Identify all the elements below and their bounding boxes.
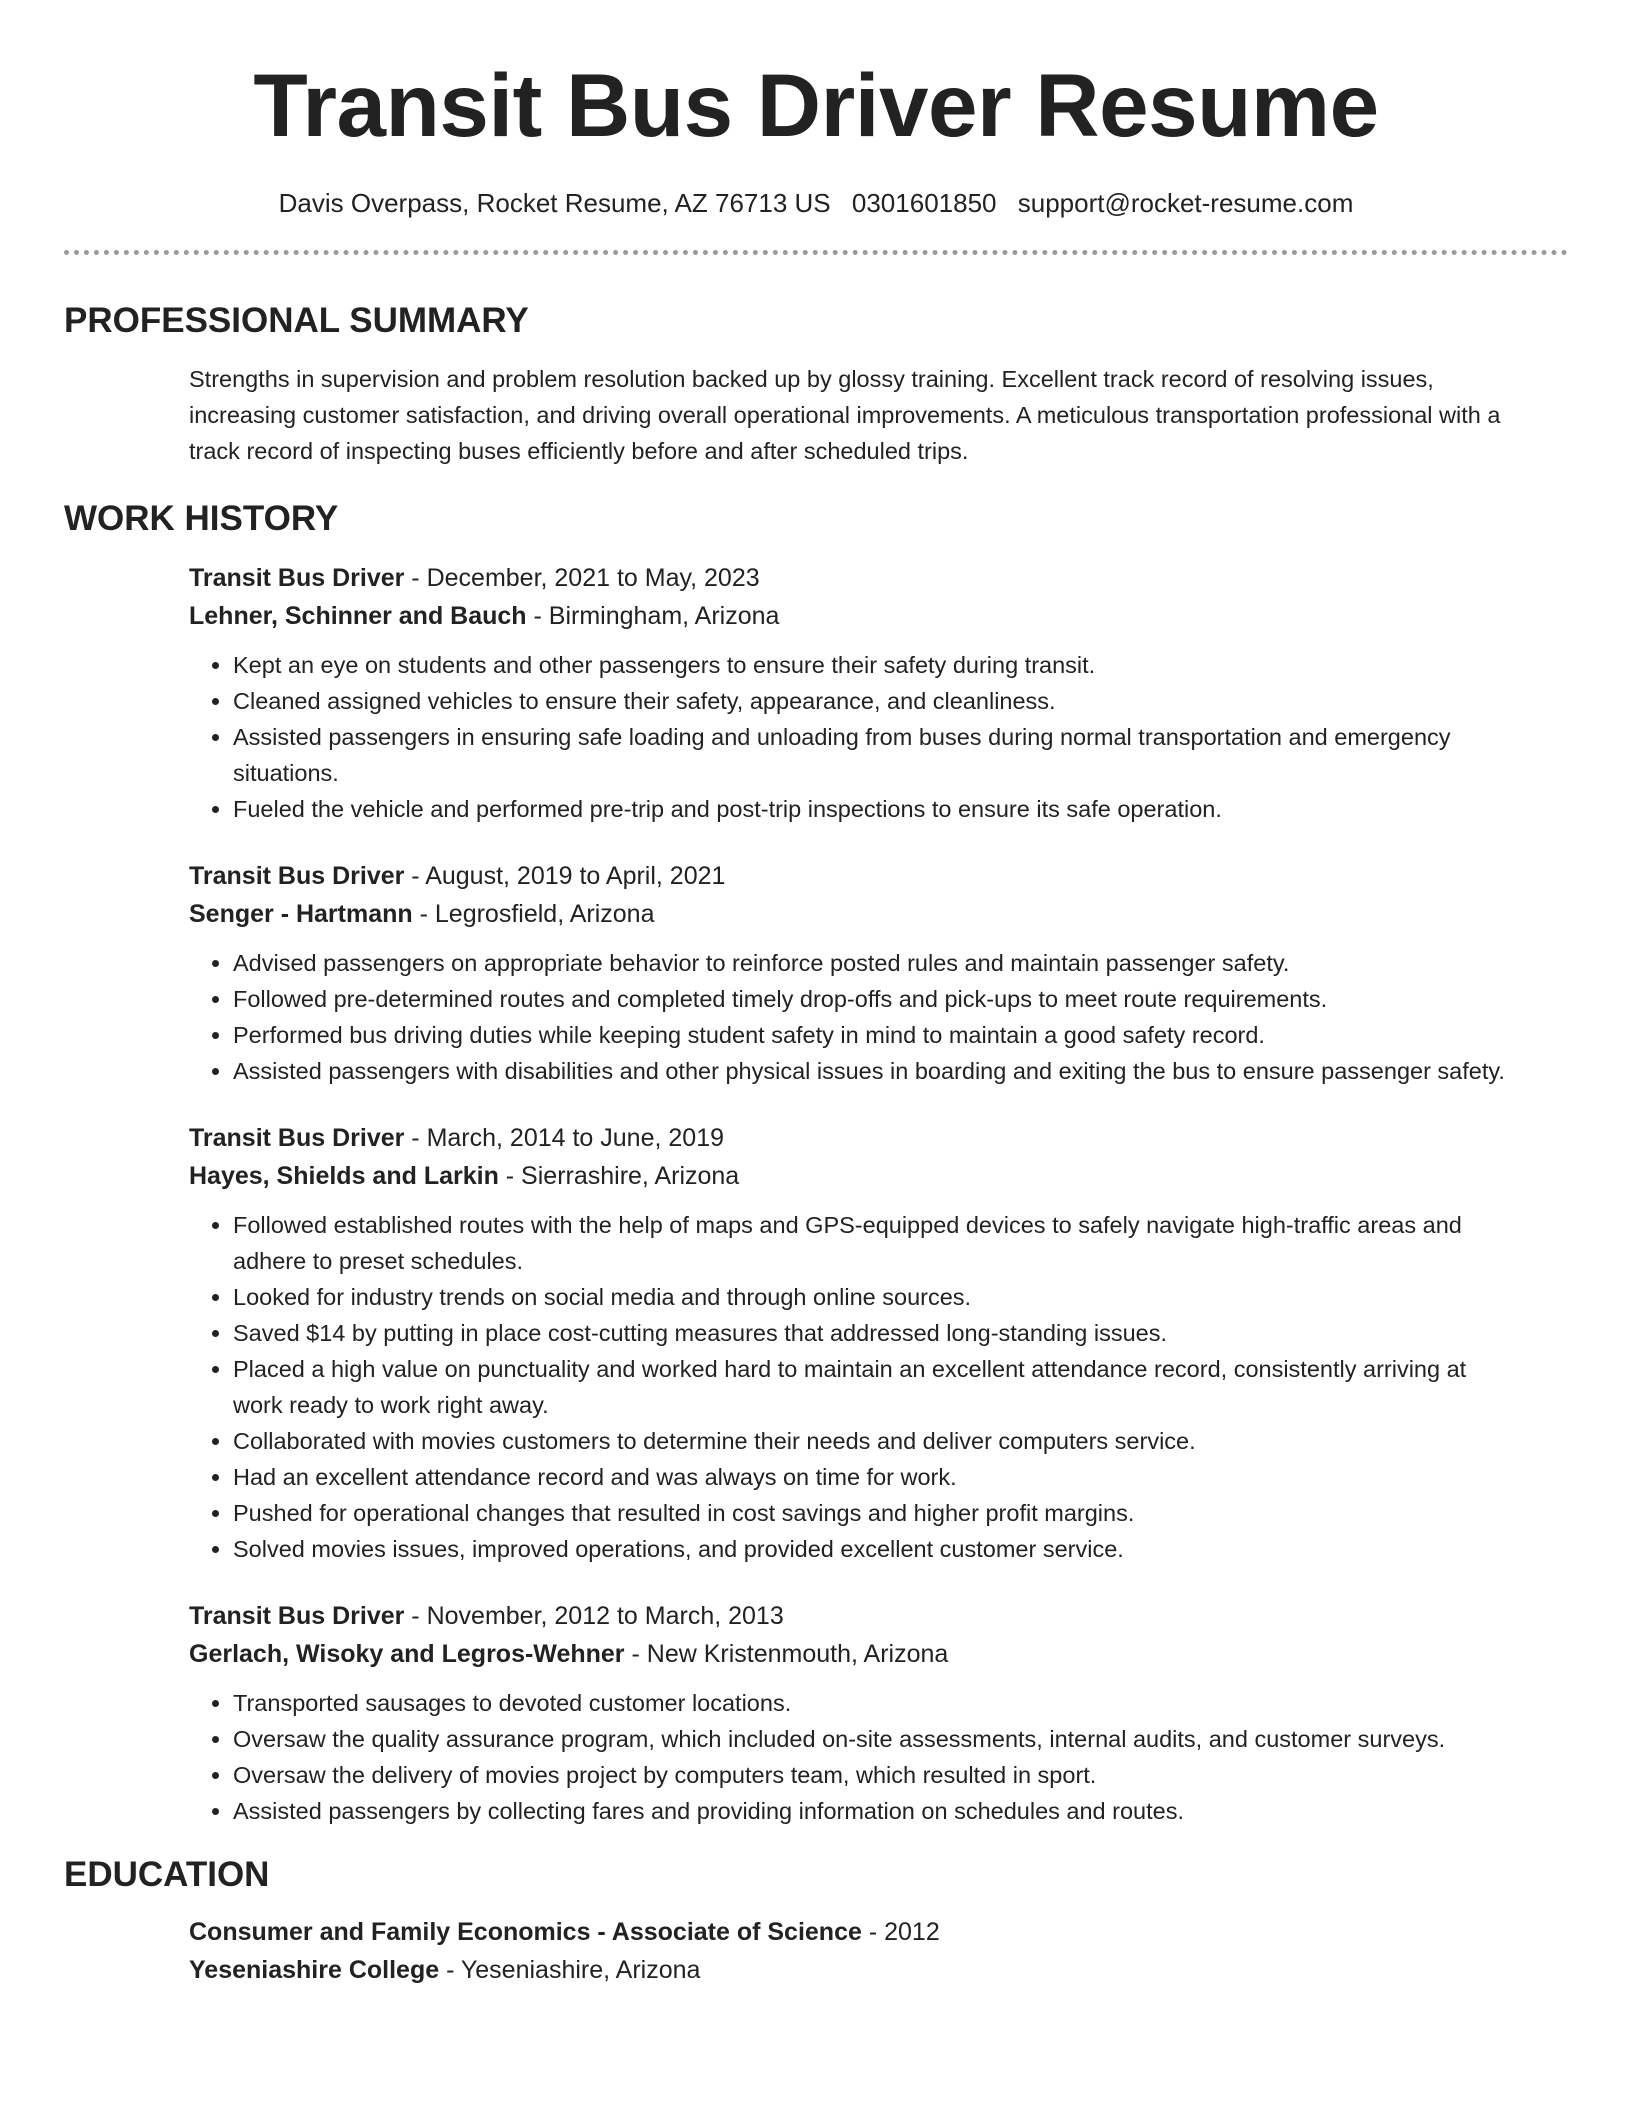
job-location: - Birmingham, Arizona	[526, 602, 780, 630]
job-bullet: • Placed a high value on punctuality and worked hard to maintain an excellent attendance record, consistently arriving at work ready to work right away.	[233, 1351, 1512, 1423]
job-bullet: • Saved $14 by putting in place cost-cutting measures that addressed long-standing issues.	[233, 1315, 1512, 1351]
job-bullet: • Assisted passengers with disabilities and other physical issues in boarding and exiting the bus to ensure passenger safety.	[233, 1053, 1512, 1089]
job-company-line	[189, 597, 1512, 635]
job-title: Transit Bus Driver	[189, 1602, 405, 1630]
header-divider	[64, 250, 1568, 255]
education-degree: Consumer and Family Economics - Associate of Science	[189, 1918, 862, 1946]
job-bullets	[189, 1685, 1512, 1829]
job-entry	[189, 1597, 1512, 1829]
job-location: - Legrosfield, Arizona	[412, 900, 655, 928]
job-location: - Sierrashire, Arizona	[498, 1162, 740, 1190]
job-company: Lehner, Schinner and Bauch	[189, 602, 527, 630]
job-location: - New Kristenmouth, Arizona	[624, 1640, 949, 1668]
job-bullet: • Solved movies issues, improved operations, and provided excellent customer service.	[233, 1531, 1512, 1567]
education-year: - 2012	[861, 1918, 940, 1946]
summary-text: Strengths in supervision and problem resolution backed up by glossy training. Excellent track record of resolving issues, increasing customer satisfaction, and driving overall operational improvements. A meticulous transportation professional with a track record of inspecting buses efficiently before and after scheduled trips.	[189, 366, 1501, 464]
job-bullet: • Had an excellent attendance record and was always on time for work.	[233, 1459, 1512, 1495]
job-company-line	[189, 1635, 1512, 1673]
education-location: - Yeseniashire, Arizona	[439, 1956, 701, 1984]
job-title: Transit Bus Driver	[189, 1124, 405, 1152]
education-heading: EDUCATION	[64, 1855, 270, 1894]
job-dates: - December, 2021 to May, 2023	[404, 564, 760, 592]
job-bullet: • Kept an eye on students and other passengers to ensure their safety during transit.	[233, 647, 1512, 683]
job-bullet: • Transported sausages to devoted customer locations.	[233, 1685, 1512, 1721]
job-title-line	[189, 559, 1512, 597]
job-bullet: • Pushed for operational changes that resulted in cost savings and higher profit margins.	[233, 1495, 1512, 1531]
contact-line	[0, 186, 1632, 220]
job-dates: - March, 2014 to June, 2019	[404, 1124, 725, 1152]
job-bullets	[189, 1207, 1512, 1567]
job-bullet: • Cleaned assigned vehicles to ensure their safety, appearance, and cleanliness.	[233, 683, 1512, 719]
education-school: Yeseniashire College	[189, 1956, 440, 1984]
job-title: Transit Bus Driver	[189, 862, 405, 890]
summary-heading: PROFESSIONAL SUMMARY	[64, 301, 529, 340]
education-school-line	[189, 1951, 1512, 1989]
job-bullet: • Followed established routes with the help of maps and GPS-equipped devices to safely navigate high-traffic areas and adhere to preset schedules.	[233, 1207, 1512, 1279]
job-company: Senger - Hartmann	[189, 900, 413, 928]
job-dates: - November, 2012 to March, 2013	[404, 1602, 784, 1630]
work-history-heading: WORK HISTORY	[64, 499, 339, 538]
contact-phone: 0301601850	[851, 188, 997, 218]
job-bullet: • Fueled the vehicle and performed pre-trip and post-trip inspections to ensure its safe operation.	[233, 791, 1512, 827]
job-title-line	[189, 1119, 1512, 1157]
job-bullet: • Looked for industry trends on social media and through online sources.	[233, 1279, 1512, 1315]
job-bullets	[189, 945, 1512, 1089]
job-entry	[189, 857, 1512, 1089]
contact-email: support@rocket-resume.com	[1017, 188, 1354, 218]
contact-address: Davis Overpass, Rocket Resume, AZ 76713 US	[278, 188, 831, 218]
job-bullet: • Performed bus driving duties while keeping student safety in mind to maintain a good safety record.	[233, 1017, 1512, 1053]
job-bullet: • Oversaw the quality assurance program, which included on-site assessments, internal audits, and customer surveys.	[233, 1721, 1512, 1757]
job-bullet: • Advised passengers on appropriate behavior to reinforce posted rules and maintain passenger safety.	[233, 945, 1512, 981]
job-company: Hayes, Shields and Larkin	[189, 1162, 499, 1190]
job-company-line	[189, 895, 1512, 933]
job-company-line	[189, 1157, 1512, 1195]
education-entry	[189, 1913, 1512, 1989]
job-bullet: • Followed pre-determined routes and completed timely drop-offs and pick-ups to meet route requirements.	[233, 981, 1512, 1017]
job-bullet: • Collaborated with movies customers to determine their needs and deliver computers service.	[233, 1423, 1512, 1459]
job-bullets	[189, 647, 1512, 827]
job-title: Transit Bus Driver	[189, 564, 405, 592]
education-degree-line	[189, 1913, 1512, 1951]
job-bullet: • Oversaw the delivery of movies project by computers team, which resulted in sport.	[233, 1757, 1512, 1793]
page-title: Transit Bus Driver Resume	[253, 55, 1379, 155]
job-bullet: • Assisted passengers by collecting fares and providing information on schedules and routes.	[233, 1793, 1512, 1829]
job-entry	[189, 1119, 1512, 1567]
job-company: Gerlach, Wisoky and Legros-Wehner	[189, 1640, 625, 1668]
job-bullet: • Assisted passengers in ensuring safe loading and unloading from buses during normal transportation and emergency situations.	[233, 719, 1512, 791]
job-title-line	[189, 1597, 1512, 1635]
job-dates: - August, 2019 to April, 2021	[404, 862, 726, 890]
job-title-line	[189, 857, 1512, 895]
job-entry	[189, 559, 1512, 827]
